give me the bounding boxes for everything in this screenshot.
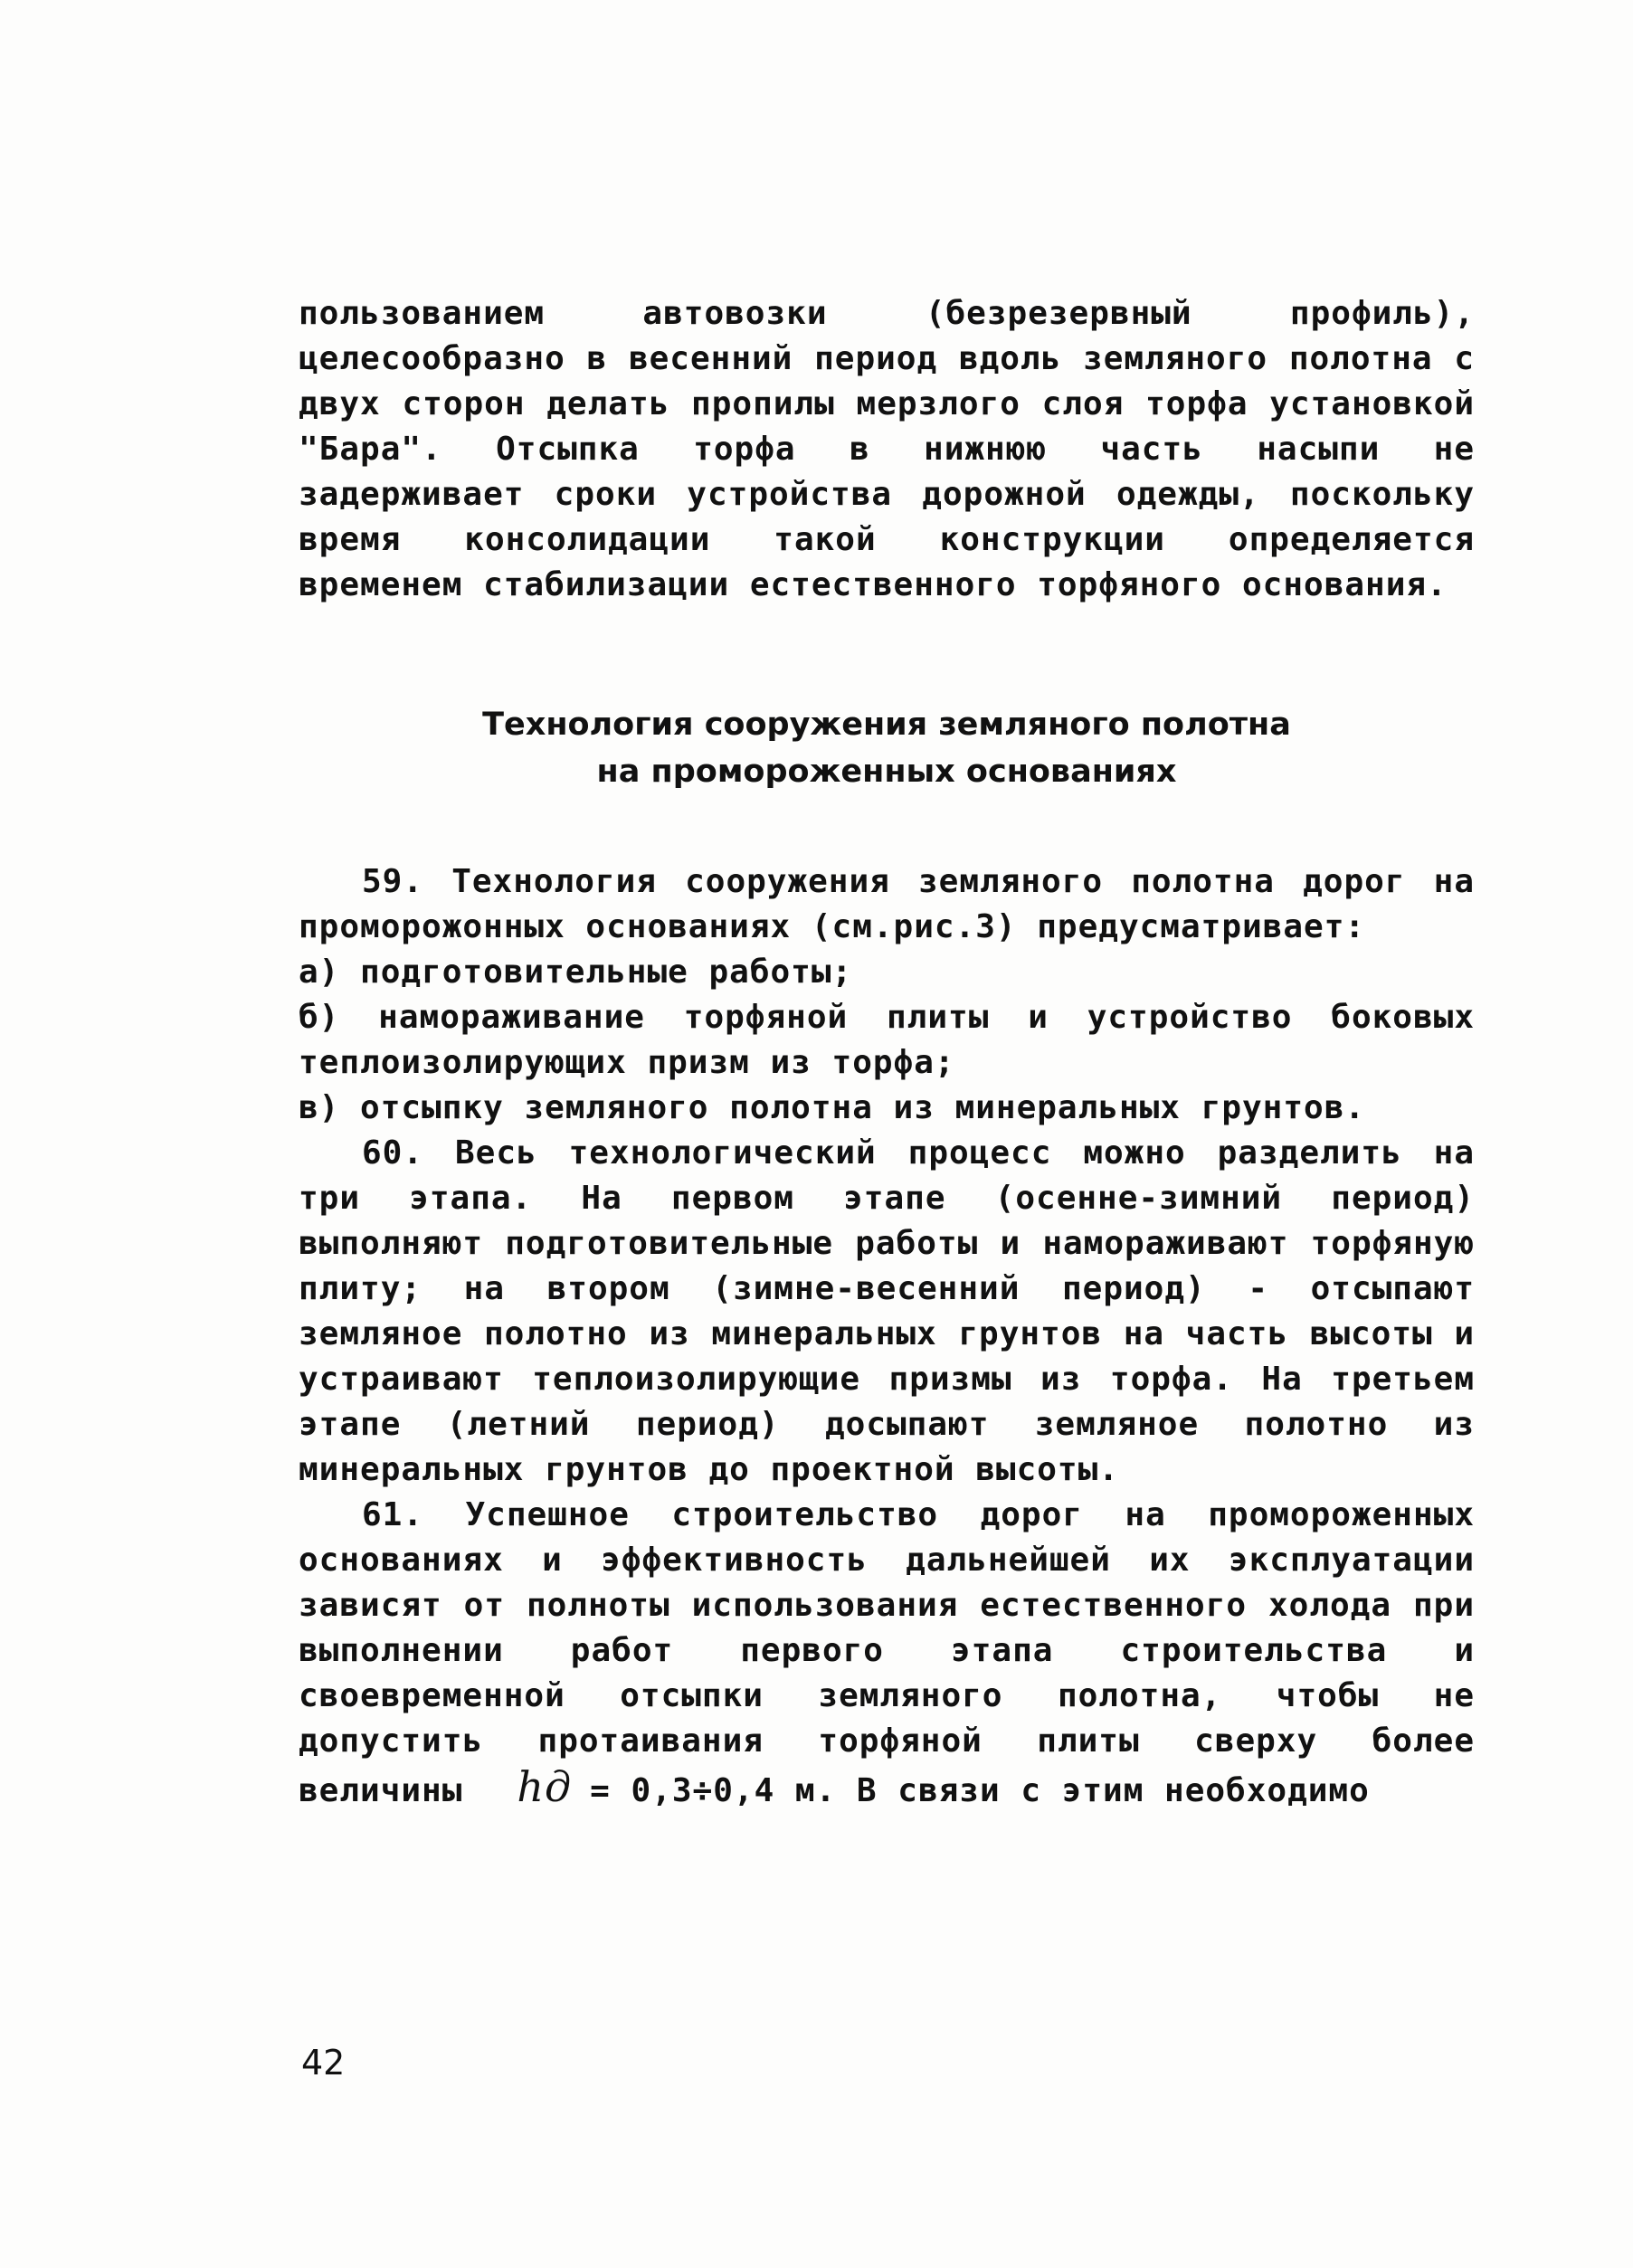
list-item-c: в) отсыпку земляного полотна из минеральных грунтов.: [299, 1089, 1366, 1126]
paragraph-61: [299, 1493, 1475, 1814]
intro-paragraph: пользованием автовозки (безрезервный профиль), целесообразно в весенний период вдоль земляного полотна с двух сторон делать пропилы мерзлого слоя торфа установкой "Бара". Отсыпка торфа в нижнюю часть насыпи не задерживает сроки устройства дорожной одежды, поскольку время консолидации такой конструкции определяется временем стабилизации естественного торфяного основания.: [299, 295, 1475, 603]
paragraph-60: 60. Весь технологический процесс можно разделить на три этапа. На первом этапе (осенне-зимний период) выполняют подготовительные работы и намораживают торфяную плиту; на втором (зимне-весенний период) - отсыпают земляное полотно из минеральных грунтов на часть высоты и устраивают теплоизолирующие призмы из торфа. На третьем этапе (летний период) досыпают земляное полотно из минеральных грунтов до проектной высоты.: [299, 1134, 1475, 1488]
list-item-b: б) намораживание торфяной плиты и устройство боковых теплоизолирующих призм из торфа;: [299, 999, 1475, 1081]
section-heading-line1: Технология сооружения земляного полотна: [482, 707, 1291, 743]
page-number: 42: [301, 2043, 346, 2083]
section-heading-line2: на промороженных основаниях: [596, 754, 1177, 790]
formula-variable: hд: [517, 1762, 573, 1811]
section-heading: [299, 701, 1475, 795]
paragraph-61-text-before: 61. Успешное строительство дорог на промороженных основаниях и эффективность дальнейшей их эксплуатации зависят от полноты использования естественного холода при выполнении работ первого этапа строительства и своевременной отсыпки земляного полотна, чтобы не допустить протаивания торфяной плиты сверху более величины: [299, 1496, 1475, 1809]
intro-paragraph-block: [299, 291, 1475, 608]
body-text: [299, 859, 1475, 1814]
paragraph-61-text-after: = 0,3÷0,4 м. В связи с этим необходимо: [590, 1772, 1370, 1809]
list-item-a: а) подготовительные работы;: [299, 954, 853, 991]
paragraph-59: 59. Технология сооружения земляного полотна дорог на проморожонных основаниях (см.рис.3) предусматривает:: [299, 863, 1475, 945]
